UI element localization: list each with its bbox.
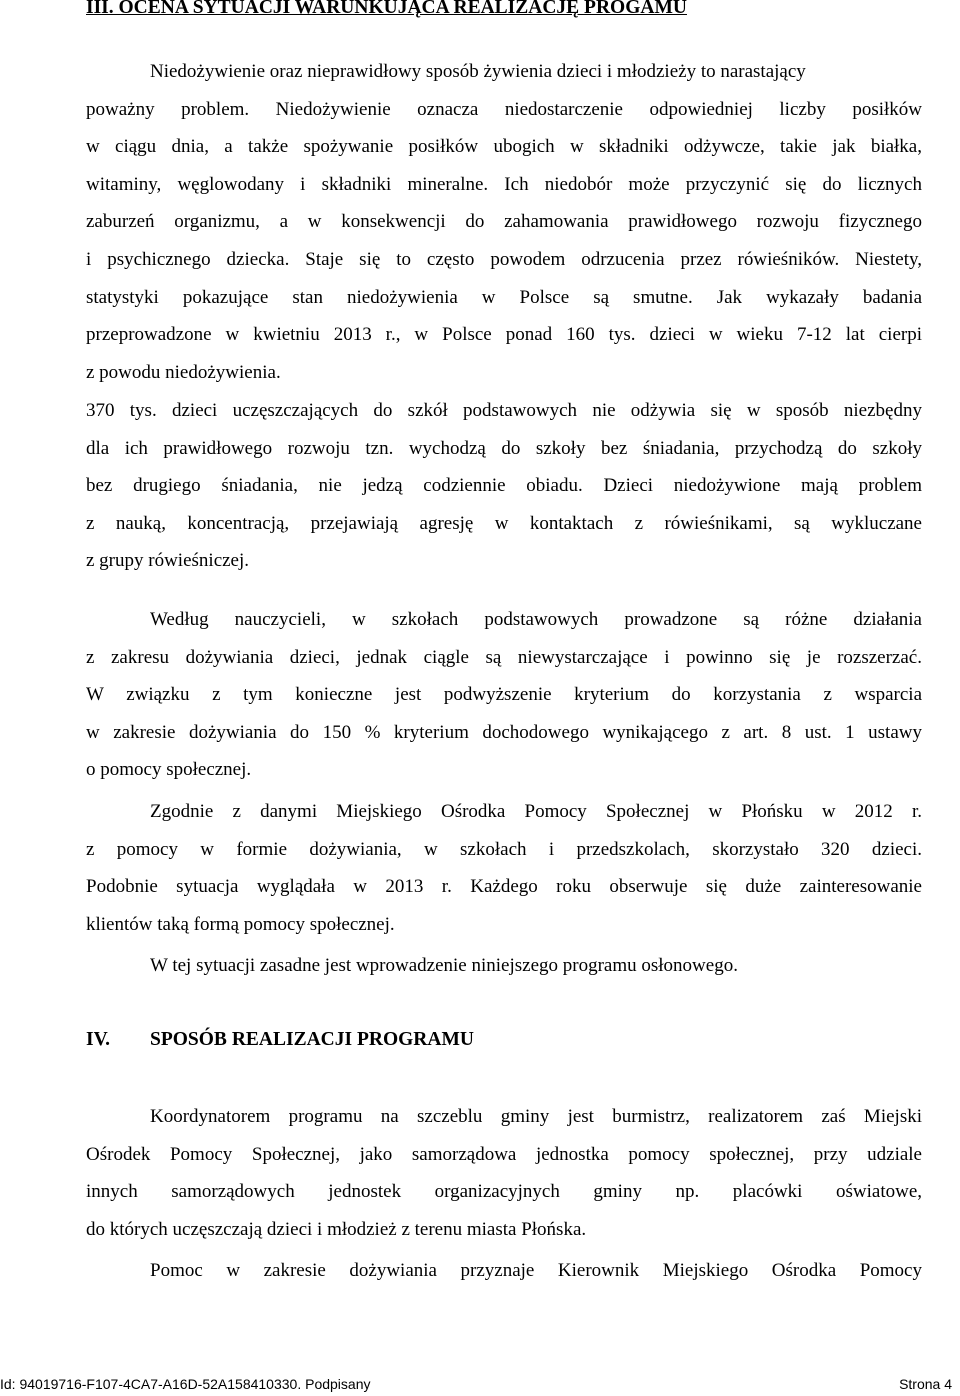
text-line: W tej sytuacji zasadne jest wprowadzenie niniejszego programu osłonowego.: [150, 955, 738, 976]
text-line: W związku z tym konieczne jest podwyższenie kryterium do korzystania z wsparcia: [86, 684, 922, 706]
text-line: i psychicznego dziecka. Staje się to często powodem odrzucenia przez rówieśników. Niestety,: [86, 248, 922, 270]
section-3-paragraph-3: [86, 601, 922, 789]
section-4-paragraph-2: [86, 1252, 922, 1290]
text-line: Podobnie sytuacja wyglądała w 2013 r. Każdego roku obserwuje się duże zainteresowanie: [86, 876, 922, 898]
text-line: 370 tys. dzieci uczęszczających do szkół podstawowych nie odżywia się w sposób niezbędny: [86, 400, 922, 421]
text-line: z zakresu dożywiania dzieci, jednak ciągle są niewystarczające i powinno się je rozszerzać.: [86, 646, 922, 668]
section-4-heading: [86, 1029, 474, 1051]
text-line: z grupy rówieśniczej.: [86, 550, 250, 572]
section-3-paragraph-1: [86, 53, 922, 391]
text-line: poważny problem. Niedożywienie oznacza niedostarczenie odpowiedniej liczby posiłków: [86, 98, 922, 120]
text-line: w ciągu dnia, a także spożywanie posiłków ubogich w składniki odżywcze, takie jak białka,: [86, 136, 922, 158]
section-4-paragraph-1: [86, 1098, 922, 1248]
section-4-title: SPOSÓB REALIZACJI PROGRAMU: [150, 1029, 474, 1050]
text-line: z nauką, koncentracją, przejawiają agresję w kontaktach z rówieśnikami, są wykluczane: [86, 512, 922, 534]
text-line: Pomoc w zakresie dożywiania przyznaje Kierownik Miejskiego Ośrodka Pomocy: [150, 1260, 922, 1281]
text-line: do których uczęszczają dzieci i młodzież z terenu miasta Płońska.: [86, 1218, 587, 1240]
text-line: Według nauczycieli, w szkołach podstawowych prowadzone są różne działania: [150, 609, 922, 630]
section-3-paragraph-2: [86, 392, 922, 580]
text-line: zaburzeń organizmu, a w konsekwencji do zahamowania prawidłowego rozwoju fizycznego: [86, 211, 922, 233]
section-4-number: IV.: [86, 1029, 111, 1050]
text-line: witaminy, węglowodany i składniki mineralne. Ich niedobór może przyczynić się do licznych: [86, 173, 922, 195]
text-line: klientów taką formą pomocy społecznej.: [86, 913, 395, 935]
document-id: Id: 94019716-F107-4CA7-A16D-52A158410330. Podpisany: [0, 1376, 371, 1392]
text-line: z pomocy w formie dożywiania, w szkołach i przedszkolach, skorzystało 320 dzieci.: [86, 838, 922, 860]
text-line: Ośrodek Pomocy Społecznej, jako samorządowa jednostka pomocy społecznej, przy udziale: [86, 1143, 922, 1165]
section-3-paragraph-5: [86, 947, 922, 985]
page-number: Strona 4: [899, 1376, 952, 1392]
text-line: innych samorządowych jednostek organizacyjnych gminy np. placówki oświatowe,: [86, 1181, 922, 1203]
text-line: dla ich prawidłowego rozwoju tzn. wychodzą do szkoły bez śniadania, przychodzą do szkoły: [86, 437, 922, 459]
text-line: Zgodnie z danymi Miejskiego Ośrodka Pomocy Społecznej w Płońsku w 2012 r.: [150, 801, 922, 822]
section-3-paragraph-4: [86, 793, 922, 943]
section-3-heading: III. OCENA SYTUACJI WARUNKUJĄCA REALIZACJĘ PROGAMU: [86, 0, 687, 18]
text-line: bez drugiego śniadania, nie jedzą codziennie obiadu. Dzieci niedożywione mają problem: [86, 475, 922, 497]
text-line: statystyki pokazujące stan niedożywienia w Polsce są smutne. Jak wykazały badania: [86, 286, 922, 308]
text-line: o pomocy społecznej.: [86, 759, 252, 781]
text-line: z powodu niedożywienia.: [86, 361, 281, 383]
text-line: w zakresie dożywiania do 150 % kryterium dochodowego wynikającego z art. 8 ust. 1 ustawy: [86, 721, 922, 743]
text-line: Niedożywienie oraz nieprawidłowy sposób żywienia dzieci i młodzieży to narastający: [150, 61, 806, 82]
text-line: przeprowadzone w kwietniu 2013 r., w Polsce ponad 160 tys. dzieci w wieku 7-12 lat cierpi: [86, 324, 922, 346]
text-line: Koordynatorem programu na szczeblu gminy jest burmistrz, realizatorem zaś Miejski: [150, 1106, 922, 1127]
